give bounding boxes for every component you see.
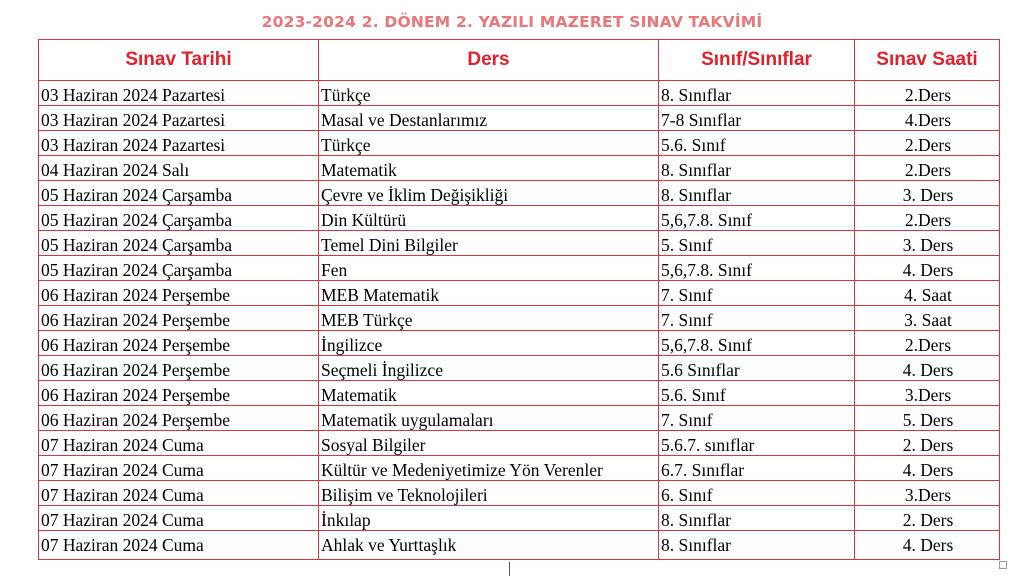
table-row xyxy=(39,306,1000,331)
cell-classes: 5.6. Sınıf xyxy=(659,131,855,156)
cell-course: Matematik xyxy=(319,381,659,406)
table-row xyxy=(39,406,1000,431)
table-resize-handle[interactable] xyxy=(999,561,1007,569)
header-course: Ders xyxy=(319,40,659,81)
header-exam-time: Sınav Saati xyxy=(855,40,1000,81)
cell-course: Matematik xyxy=(319,156,659,181)
cell-classes: 5.6. Sınıf xyxy=(659,381,855,406)
cell-classes: 8. Sınıflar xyxy=(659,181,855,206)
table-row xyxy=(39,256,1000,281)
cell-exam-date: 06 Haziran 2024 Perşembe xyxy=(39,281,319,306)
cell-exam-date: 07 Haziran 2024 Cuma xyxy=(39,431,319,456)
cell-classes: 7-8 Sınıflar xyxy=(659,106,855,131)
table-row xyxy=(39,106,1000,131)
cell-exam-date: 06 Haziran 2024 Perşembe xyxy=(39,356,319,381)
cell-course: Ahlak ve Yurttaşlık xyxy=(319,531,659,560)
table-row xyxy=(39,206,1000,231)
cell-exam-date: 05 Haziran 2024 Çarşamba xyxy=(39,206,319,231)
table-row xyxy=(39,181,1000,206)
cell-exam-time: 2. Ders xyxy=(855,431,1000,456)
cell-course: Fen xyxy=(319,256,659,281)
cell-exam-date: 07 Haziran 2024 Cuma xyxy=(39,456,319,481)
cell-classes: 7. Sınıf xyxy=(659,281,855,306)
cell-exam-time: 4. Ders xyxy=(855,356,1000,381)
cell-exam-date: 05 Haziran 2024 Çarşamba xyxy=(39,256,319,281)
table-row xyxy=(39,156,1000,181)
cell-classes: 6.7. Sınıflar xyxy=(659,456,855,481)
cell-exam-time: 2.Ders xyxy=(855,331,1000,356)
cell-classes: 6. Sınıf xyxy=(659,481,855,506)
table-row xyxy=(39,331,1000,356)
cell-course: Türkçe xyxy=(319,81,659,106)
cell-exam-time: 3.Ders xyxy=(855,381,1000,406)
cell-course: Çevre ve İklim Değişikliği xyxy=(319,181,659,206)
cell-exam-time: 3. Saat xyxy=(855,306,1000,331)
cell-classes: 8. Sınıflar xyxy=(659,506,855,531)
cell-exam-time: 2.Ders xyxy=(855,81,1000,106)
cell-course: Temel Dini Bilgiler xyxy=(319,231,659,256)
cell-exam-time: 4. Ders xyxy=(855,531,1000,560)
cell-exam-time: 4.Ders xyxy=(855,106,1000,131)
cell-exam-date: 03 Haziran 2024 Pazartesi xyxy=(39,131,319,156)
cell-exam-time: 3. Ders xyxy=(855,231,1000,256)
cell-classes: 5. Sınıf xyxy=(659,231,855,256)
cell-classes: 5,6,7.8. Sınıf xyxy=(659,256,855,281)
cell-classes: 5.6.7. sınıflar xyxy=(659,431,855,456)
table-row xyxy=(39,281,1000,306)
cell-course: Matematik uygulamaları xyxy=(319,406,659,431)
cell-exam-time: 2.Ders xyxy=(855,131,1000,156)
cell-course: Kültür ve Medeniyetimize Yön Verenler xyxy=(319,456,659,481)
cell-exam-time: 2.Ders xyxy=(855,156,1000,181)
cell-classes: 8. Sınıflar xyxy=(659,156,855,181)
cell-exam-date: 03 Haziran 2024 Pazartesi xyxy=(39,106,319,131)
cell-exam-date: 03 Haziran 2024 Pazartesi xyxy=(39,81,319,106)
cell-course: Din Kültürü xyxy=(319,206,659,231)
cell-exam-time: 3. Ders xyxy=(855,181,1000,206)
table-row xyxy=(39,456,1000,481)
cell-exam-date: 07 Haziran 2024 Cuma xyxy=(39,531,319,560)
exam-schedule-table xyxy=(38,39,1000,560)
cell-exam-date: 06 Haziran 2024 Perşembe xyxy=(39,381,319,406)
cell-course: İngilizce xyxy=(319,331,659,356)
cell-exam-date: 07 Haziran 2024 Cuma xyxy=(39,506,319,531)
cell-exam-time: 4. Ders xyxy=(855,256,1000,281)
cell-exam-date: 04 Haziran 2024 Salı xyxy=(39,156,319,181)
cell-classes: 5,6,7.8. Sınıf xyxy=(659,206,855,231)
table-row xyxy=(39,231,1000,256)
cell-course: Masal ve Destanlarımız xyxy=(319,106,659,131)
cell-classes: 7. Sınıf xyxy=(659,306,855,331)
table-row xyxy=(39,81,1000,106)
table-row xyxy=(39,531,1000,560)
cell-course: MEB Türkçe xyxy=(319,306,659,331)
table-header-row xyxy=(39,40,1000,81)
table-row xyxy=(39,356,1000,381)
cell-exam-time: 5. Ders xyxy=(855,406,1000,431)
cell-exam-date: 05 Haziran 2024 Çarşamba xyxy=(39,181,319,206)
cell-classes: 5.6 Sınıflar xyxy=(659,356,855,381)
cell-exam-time: 4. Saat xyxy=(855,281,1000,306)
cell-exam-time: 3.Ders xyxy=(855,481,1000,506)
cell-exam-date: 07 Haziran 2024 Cuma xyxy=(39,481,319,506)
cell-course: MEB Matematik xyxy=(319,281,659,306)
cell-exam-date: 06 Haziran 2024 Perşembe xyxy=(39,406,319,431)
cell-course: Seçmeli İngilizce xyxy=(319,356,659,381)
cell-exam-date: 05 Haziran 2024 Çarşamba xyxy=(39,231,319,256)
document-title: 2023-2024 2. DÖNEM 2. YAZILI MAZERET SINAV TAKVİMİ xyxy=(261,13,763,31)
cell-classes: 8. Sınıflar xyxy=(659,531,855,560)
cell-exam-date: 06 Haziran 2024 Perşembe xyxy=(39,306,319,331)
cell-course: Bilişim ve Teknolojileri xyxy=(319,481,659,506)
cell-exam-time: 2. Ders xyxy=(855,506,1000,531)
table-row xyxy=(39,381,1000,406)
cell-classes: 7. Sınıf xyxy=(659,406,855,431)
table-row xyxy=(39,506,1000,531)
cell-course: Sosyal Bilgiler xyxy=(319,431,659,456)
cell-exam-date: 06 Haziran 2024 Perşembe xyxy=(39,331,319,356)
cell-course: İnkılap xyxy=(319,506,659,531)
cell-course: Türkçe xyxy=(319,131,659,156)
table-row xyxy=(39,481,1000,506)
cell-exam-time: 4. Ders xyxy=(855,456,1000,481)
cell-exam-time: 2.Ders xyxy=(855,206,1000,231)
text-cursor xyxy=(509,562,510,576)
table-row xyxy=(39,431,1000,456)
header-classes: Sınıf/Sınıflar xyxy=(659,40,855,81)
cell-classes: 8. Sınıflar xyxy=(659,81,855,106)
header-exam-date: Sınav Tarihi xyxy=(39,40,319,81)
cell-classes: 5,6,7.8. Sınıf xyxy=(659,331,855,356)
table-row xyxy=(39,131,1000,156)
